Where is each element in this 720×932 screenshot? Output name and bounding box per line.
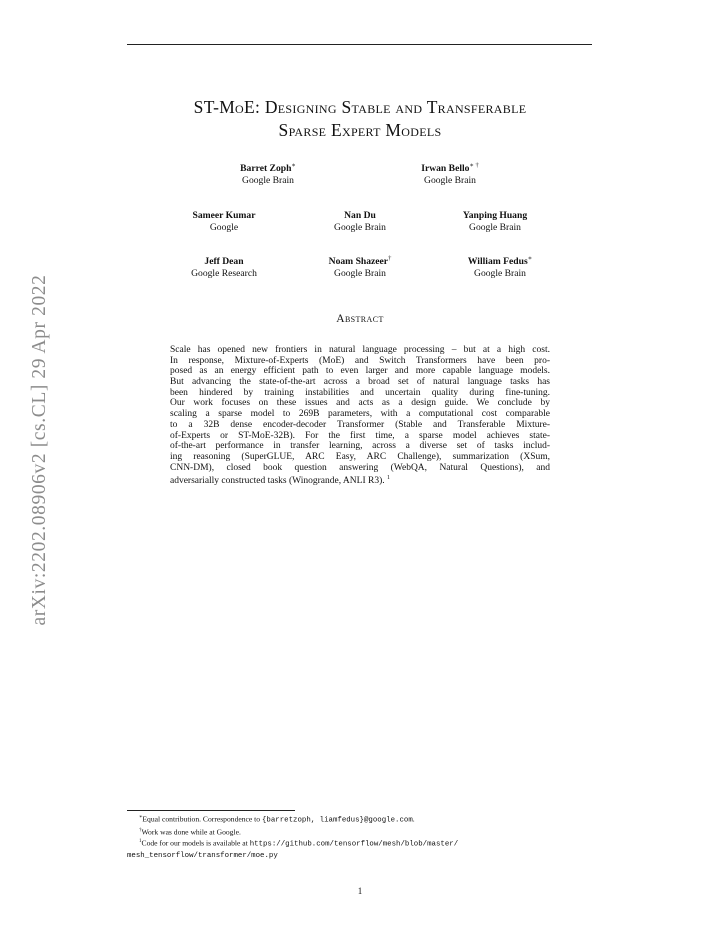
footnote-work-at-google — [127, 826, 597, 838]
author-affiliation: Google Brain — [424, 175, 476, 187]
author-noam-shazeer — [310, 253, 410, 280]
footnote-mark: 1 — [139, 839, 142, 845]
footnote-equal-contribution — [127, 813, 597, 826]
author-name: Nan Du — [344, 210, 376, 222]
abstract-line: But advancing the state-of-the-art across a broad set of natural language tasks has — [170, 377, 550, 388]
author-affiliation: Google — [209, 222, 239, 234]
author-affiliation: Google Brain — [474, 268, 526, 280]
author-mark: † — [388, 255, 392, 262]
author-mark: ∗ — [527, 255, 533, 262]
page-number: 1 — [357, 886, 363, 896]
abstract-body — [170, 345, 550, 487]
code-url-part-1[interactable]: https://github.com/tensorflow/mesh/blob/master/ — [249, 841, 459, 849]
author-name: Irwan Bello — [421, 163, 470, 175]
author-mark: ∗ † — [469, 162, 479, 169]
abstract-heading: Abstract — [336, 313, 384, 325]
arxiv-identifier[interactable]: arXiv:2202.08906v2 [cs.CL] 29 Apr 2022 — [29, 274, 50, 626]
author-barret-zoph — [218, 160, 318, 187]
abstract-line: of-Experts or ST-MoE-32B). For the first time, a sparse model achieves state- — [170, 430, 550, 441]
author-name: Yanping Huang — [462, 210, 528, 222]
abstract-line: been hindered by training instabilities and uncertain quality during fine-tuning. — [170, 387, 550, 398]
author-yanping-huang — [445, 207, 545, 234]
author-william-fedus — [445, 253, 555, 280]
abstract-line: Our work focuses on these issues and acts as a design guide. We conclude by — [170, 398, 550, 409]
header-rule — [127, 44, 592, 45]
author-mark: ∗ — [291, 162, 296, 169]
author-affiliation: Google Brain — [242, 175, 294, 187]
abstract-line: of-the-art performance in transfer learning, across a diverse set of tasks includ- — [170, 441, 550, 452]
abstract-line: posed as an energy efficient path to even larger and more capable language models. — [170, 366, 550, 377]
author-name: Sameer Kumar — [192, 210, 256, 222]
paper-title — [100, 96, 620, 142]
correspondence-emails[interactable]: {barretzoph, liamfedus}@google.com — [261, 816, 413, 825]
title-line-2: Sparse Expert Models — [278, 120, 442, 140]
author-nan-du — [310, 207, 410, 234]
footnote-text: Equal contribution. Correspondence to — [142, 814, 262, 824]
abstract-line: CNN-DM), closed book question answering (WebQA, Natural Questions), and — [170, 462, 550, 473]
abstract-line: scaling a sparse model to 269B parameters, with a computational cost comparable — [170, 409, 550, 420]
footnote-text: Work was done while at Google. — [141, 827, 241, 837]
abstract-last-text: adversarially constructed tasks (Winogrande, ANLI R3). — [170, 476, 385, 487]
abstract-line: In response, Mixture-of-Experts (MoE) and Switch Transformers have been pro- — [170, 355, 550, 366]
footnote-rule — [127, 810, 295, 811]
abstract-line: Scale has opened new frontiers in natural language processing – but at a high cost. — [170, 345, 550, 355]
abstract-line: ing reasoning (SuperGLUE, ARC Easy, ARC Challenge), summarization (XSum, — [170, 451, 550, 462]
footnote-text: Code for our models is available at — [141, 839, 250, 848]
author-affiliation: Google Brain — [469, 222, 521, 234]
author-affiliation: Google Brain — [334, 268, 386, 280]
footnote-mark: † — [139, 827, 142, 833]
author-name: Jeff Dean — [204, 256, 244, 268]
author-affiliation: Google Brain — [334, 222, 386, 234]
footnote-mark: ∗ — [139, 815, 143, 820]
author-jeff-dean — [174, 253, 274, 280]
code-url-part-2[interactable]: mesh_tensorflow/transformer/moe.py — [127, 852, 278, 861]
footnotes — [127, 813, 597, 861]
author-sameer-kumar — [174, 207, 274, 234]
author-name: Barret Zoph — [240, 163, 292, 175]
abstract-line: to a 32B dense encoder-decoder Transformer (Stable and Transferable Mixture- — [170, 419, 550, 430]
abstract-footnote-mark[interactable]: 1 — [387, 475, 390, 482]
footnote-code — [127, 837, 597, 850]
author-name: Noam Shazeer — [328, 256, 389, 268]
author-irwan-bello — [400, 160, 500, 187]
author-affiliation: Google Research — [191, 268, 257, 280]
footnote-code-continued — [127, 850, 597, 861]
title-line-1: ST-MoE: Designing Stable and Transferable — [193, 97, 527, 117]
abstract-line — [170, 473, 550, 487]
author-name: William Fedus — [467, 256, 528, 268]
footnote-end: . — [412, 814, 415, 824]
